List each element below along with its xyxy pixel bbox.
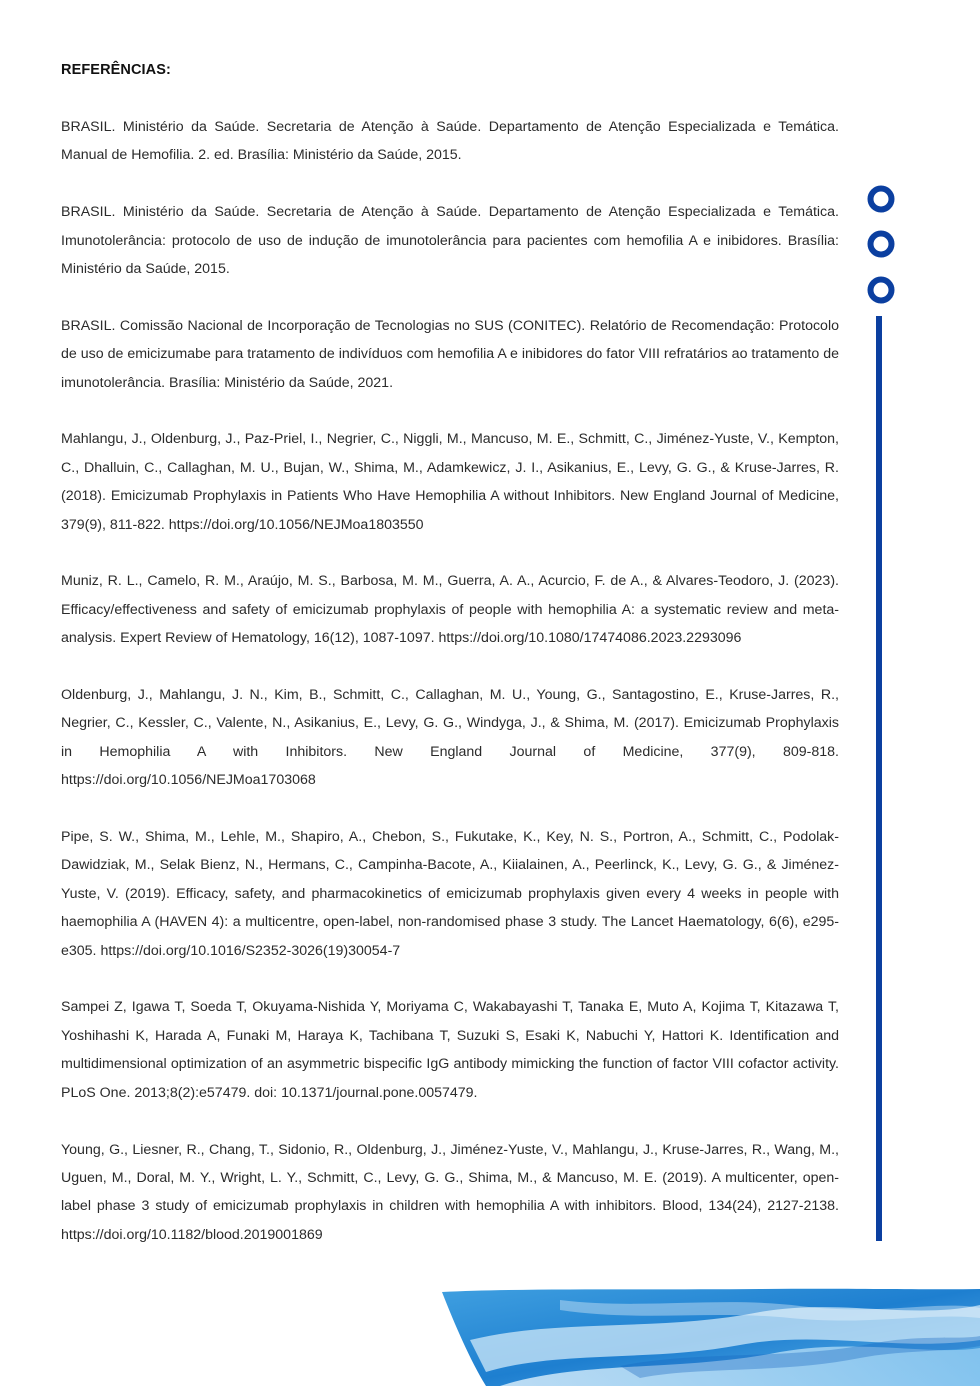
reference-item: BRASIL. Ministério da Saúde. Secretaria de Atenção à Saúde. Departamento de Atenção Especializada e Temática. Manual de Hemofilia. 2. ed. Brasília: Ministério da Saúde, 2015. xyxy=(61,119,839,164)
reference-item: BRASIL. Ministério da Saúde. Secretaria de Atenção à Saúde. Departamento de Atenção Especializada e Temática. Imunotolerância: protocolo de uso de indução de imunotolerância para pacientes com hemofilia A e inibidores. Brasília: Ministério da Saúde, 2015. xyxy=(61,204,839,278)
reference-item: Oldenburg, J., Mahlangu, J. N., Kim, B., Schmitt, C., Callaghan, M. U., Young, G., Santagostino, E., Kruse-Jarres, R., Negrier, C., Kessler, C., Valente, N., Asikanius, E., Levy, G. G., Windyga, J., & Shima, M. (2017). Emicizumab Prophylaxis in Hemophilia A with Inhibitors. New England Journal of Medicine, 377(9), 809-818. https://doi.org/10.1056/NEJMoa1703068 xyxy=(61,687,839,789)
references-heading: REFERÊNCIAS: xyxy=(61,62,171,78)
reference-item: Muniz, R. L., Camelo, R. M., Araújo, M. S., Barbosa, M. M., Guerra, A. A., Acurcio, F. de A., & Alvares-Teodoro, J. (2023). Efficacy/effectiveness and safety of emicizumab prophylaxis of people with hemophilia A: a systematic review and meta-analysis. Expert Review of Hematology, 16(12), 1087-1097. https://doi.org/10.1080/17474086.2023.2293096 xyxy=(61,573,839,647)
reference-item: Sampei Z, Igawa T, Soeda T, Okuyama-Nishida Y, Moriyama C, Wakabayashi T, Tanaka E, Muto A, Kojima T, Kitazawa T, Yoshihashi K, Harada A, Funaki M, Haraya K, Tachibana T, Suzuki S, Esaki K, Nabuchi Y, Hattori K. Identification and multidimensional optimization of an asymmetric bispecific IgG antibody mimicking the function of factor VIII cofactor activity. PLoS One. 2013;8(2):e57479. doi: 10.1371/journal.pone.0057479. xyxy=(61,999,839,1101)
reference-item: Mahlangu, J., Oldenburg, J., Paz-Priel, I., Negrier, C., Niggli, M., Mancuso, M. E., Schmitt, C., Jiménez-Yuste, V., Kempton, C., Dhalluin, C., Callaghan, M. U., Bujan, W., Shima, M., Adamkewicz, J. I., Asikanius, E., Levy, G. G., & Kruse-Jarres, R. (2018). Emicizumab Prophylaxis in Patients Who Have Hemophilia A without Inhibitors. New England Journal of Medicine, 379(9), 811-822. https://doi.org/10.1056/NEJMoa1803550 xyxy=(61,431,839,533)
reference-item: Pipe, S. W., Shima, M., Lehle, M., Shapiro, A., Chebon, S., Fukutake, K., Key, N. S., Portron, A., Schmitt, C., Podolak-Dawidziak, M., Selak Bienz, N., Hermans, C., Campinha-Bacote, A., Kiialainen, A., Peerlinck, K., Levy, G. G., & Jiménez-Yuste, V. (2019). Efficacy, safety, and pharmacokinetics of emicizumab prophylaxis given every 4 weeks in people with haemophilia A (HAVEN 4): a multicentre, open-label, non-randomised phase 3 study. The Lancet Haematology, 6(6), e295-e305. https://doi.org/10.1016/S2352-3026(19)30054-7 xyxy=(61,829,839,959)
reference-item: Young, G., Liesner, R., Chang, T., Sidonio, R., Oldenburg, J., Jiménez-Yuste, V., Mahlangu, J., Kruse-Jarres, R., Wang, M., Uguen, M., Doral, M. Y., Wright, L. Y., Schmitt, C., Levy, G. G., Shima, M., & Mancuso, M. E. (2019). A multicenter, open-label phase 3 study of emicizumab prophylaxis in children with hemophilia A with inhibitors. Blood, 134(24), 2127-2138. https://doi.org/10.1182/blood.2019001869 xyxy=(61,1141,839,1243)
reference-item: BRASIL. Comissão Nacional de Incorporação de Tecnologias no SUS (CONITEC). Relatório de Recomendação: Protocolo de uso de emicizumabe para tratamento de indivíduos com hemofilia A e inibidores do fator VIII refratários ao tratamento de imunotolerância. Brasília: Ministério da Saúde, 2021. xyxy=(61,317,839,391)
